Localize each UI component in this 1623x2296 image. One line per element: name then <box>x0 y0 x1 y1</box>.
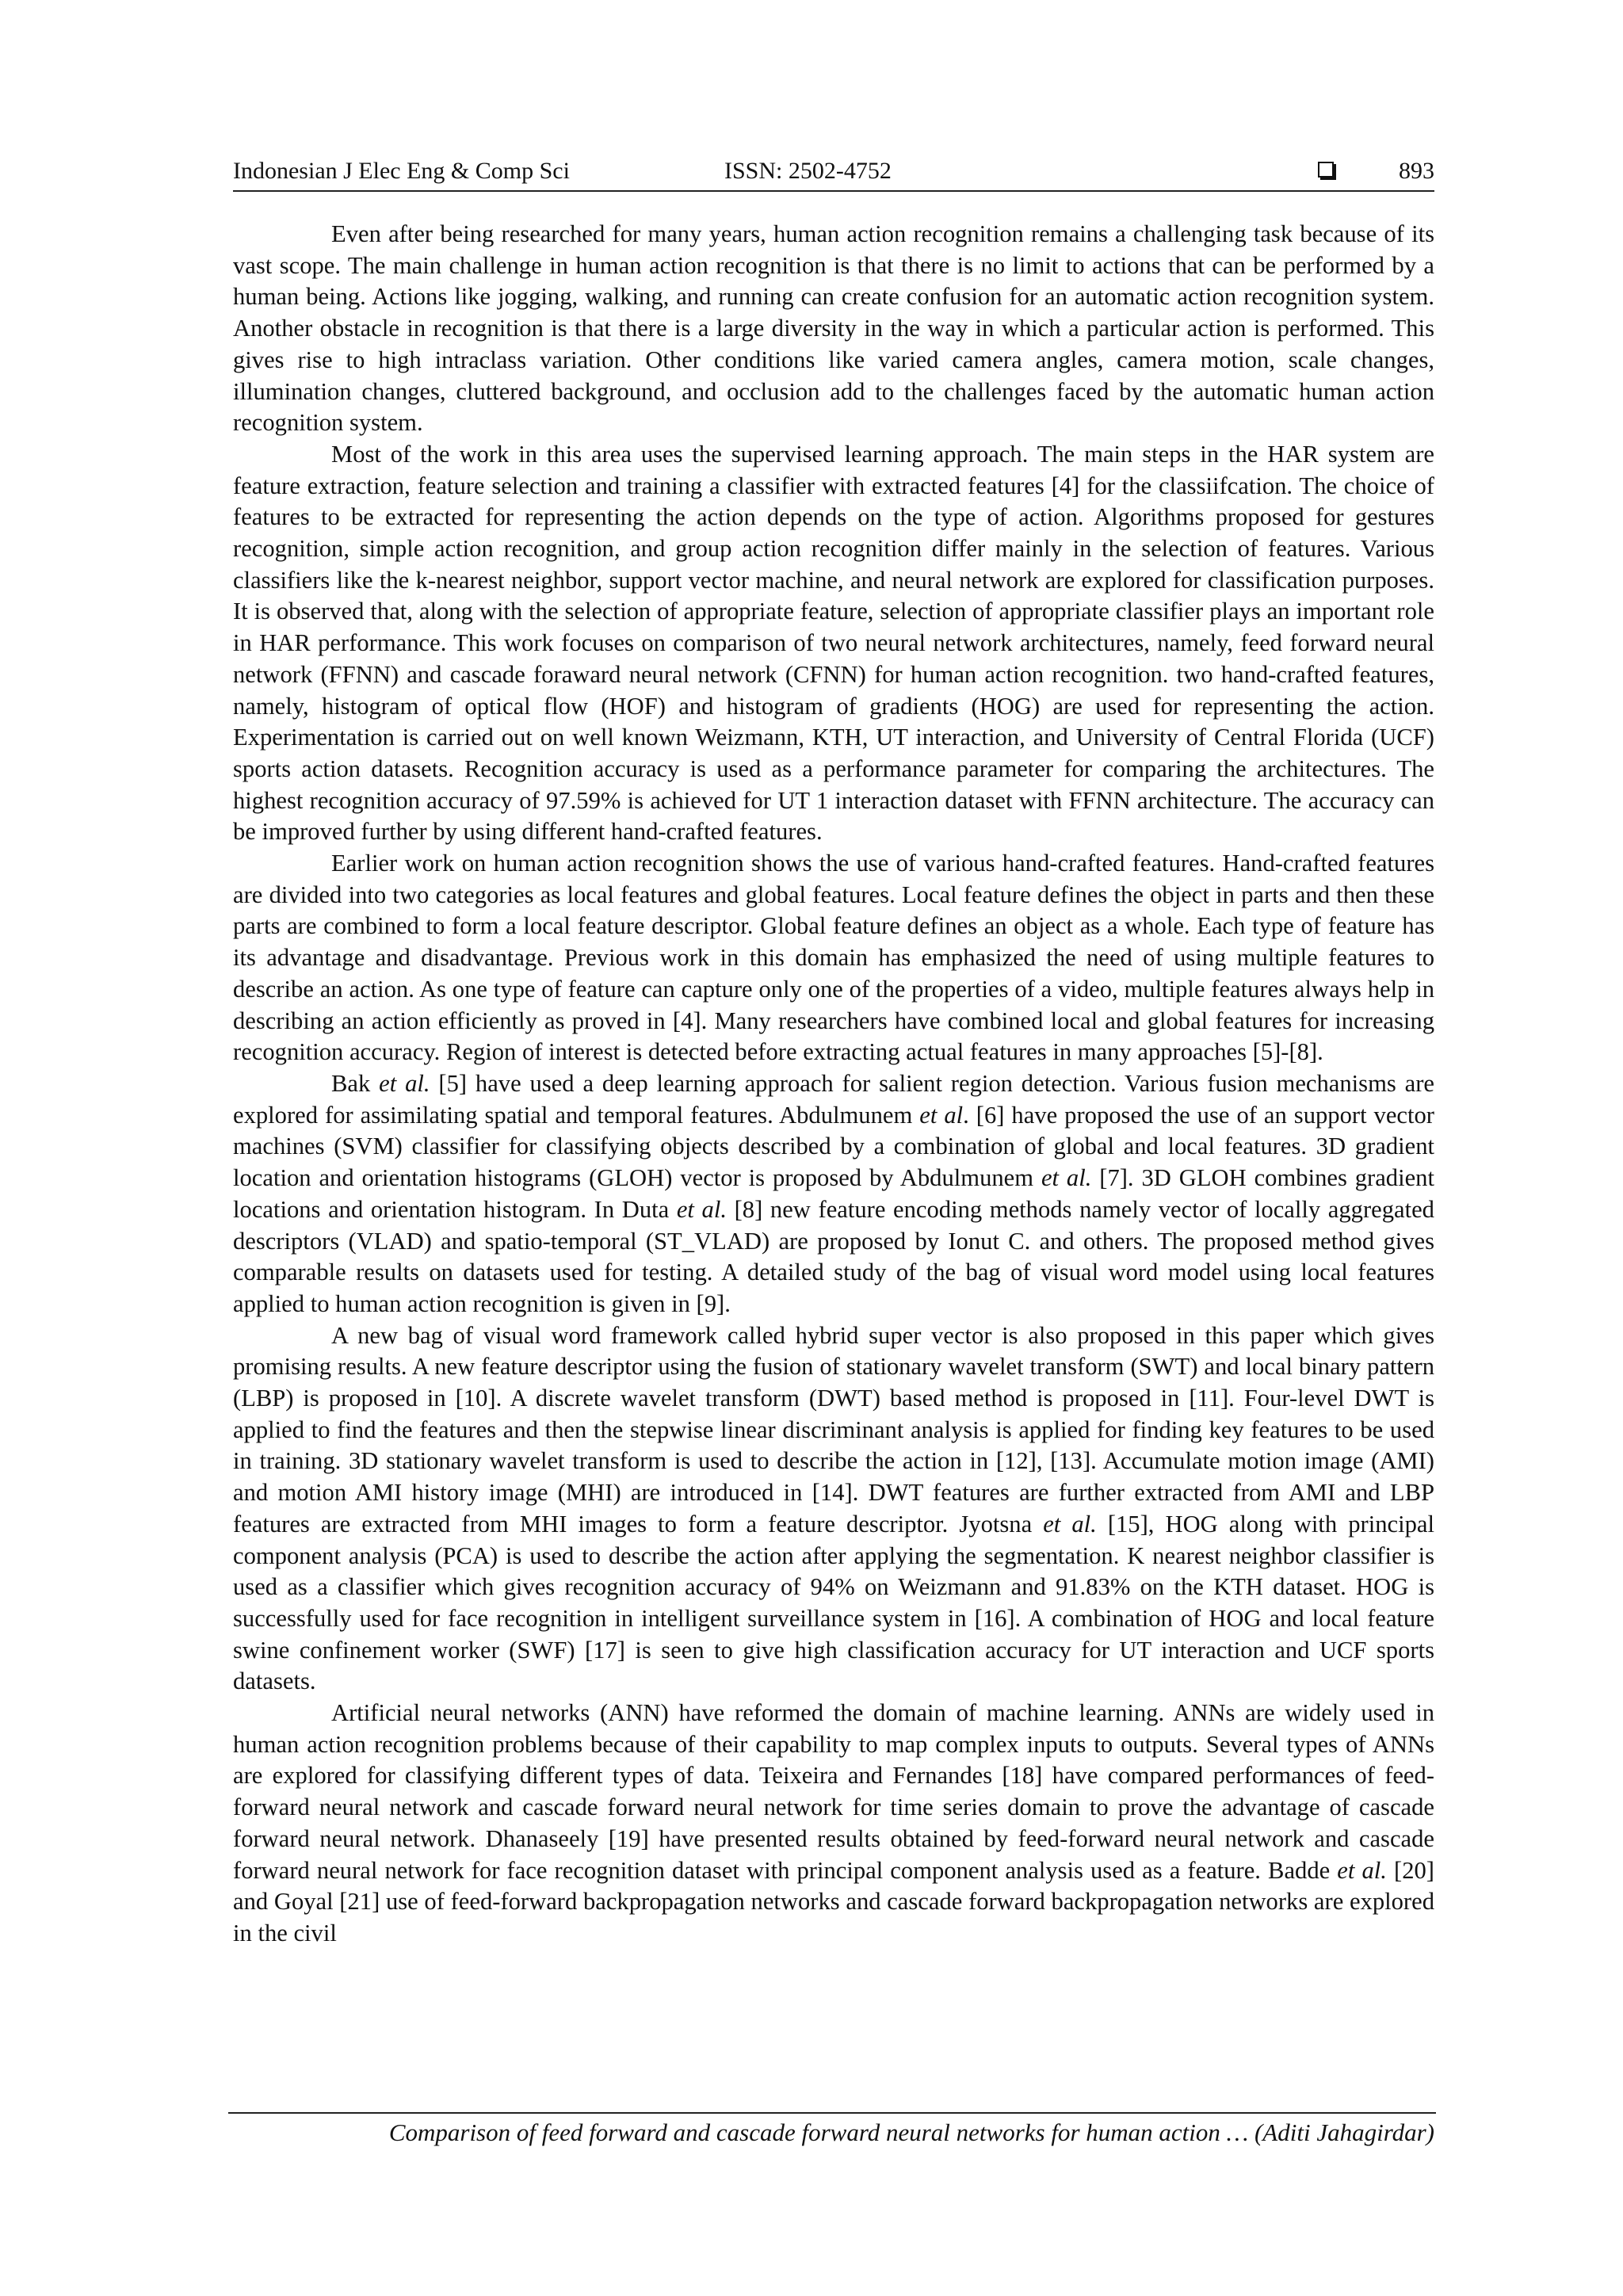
body-text <box>233 219 1434 1950</box>
text-run: . [6] have proposed the use of an support vector machines (SVM) classifier for classifying objects described by a combination of global and local features. 3D gradient location and orientation histograms (GLOH) vector is proposed by Abdulmunem <box>233 1101 1434 1192</box>
journal-name: Indonesian J Elec Eng & Comp Sci <box>233 158 570 184</box>
body-paragraph <box>233 219 1434 439</box>
body-paragraph <box>233 1320 1434 1698</box>
footer-divider <box>228 2112 1436 2114</box>
issn: ISSN: 2502-4752 <box>724 158 892 184</box>
body-paragraph <box>233 848 1434 1068</box>
text-run: Even after being researched for many years, human action recognition remains a challenging task because of its vast scope. The main challenge in human action recognition is that there is no limit to actions that can be performed by a human being. Actions like jogging, walking, and running can create confusion for an automatic action recognition system. Another obstacle in recognition is that there is a large diversity in the way in which a particular action is performed. This gives rise to high intraclass variation. Other conditions like varied camera angles, camera motion, scale changes, illumination changes, cluttered background, and occlusion add to the challenges faced by the automatic human action recognition system. <box>233 220 1434 437</box>
body-paragraph <box>233 1068 1434 1320</box>
text-run: [15], HOG along with principal component analysis (PCA) is used to describe the action after applying the segmentation. K nearest neighbor classifier is used as a classifier which gives recognition accuracy of 94% on Weizmann and 91.83% on the KTH dataset. HOG is successfully used for face recognition in intelligent surveillance system in [16]. A combination of HOG and local feature swine confinement worker (SWF) [17] is seen to give high classification accuracy for UT interaction and UCF sports datasets. <box>233 1510 1434 1695</box>
italic-run: et al. <box>379 1069 430 1097</box>
page-number: 893 <box>1399 158 1434 184</box>
body-paragraph <box>233 439 1434 848</box>
italic-run: et al. <box>1043 1510 1097 1538</box>
text-run: Bak <box>331 1069 380 1097</box>
square-bullet-icon <box>1318 162 1334 178</box>
italic-run: et al. <box>1041 1164 1092 1192</box>
text-run: [5] have used a deep learning approach for salient region detection. Various fusion mechanisms are explored for assimilating spatial and temporal features. Abdulmunem <box>233 1069 1434 1129</box>
running-footer: Comparison of feed forward and cascade forward neural networks for human action … (Aditi Jahagirdar) <box>388 2118 1434 2146</box>
text-run: [8] new feature encoding methods namely vector of locally aggregated descriptors (VLAD) and spatio-temporal (ST_VLAD) are proposed by Ionut C. and others. The proposed method gives comparable results on datasets used for testing. A detailed study of the bag of visual word model using local features applied to human action recognition is given in [9]. <box>233 1195 1434 1317</box>
header-divider <box>233 190 1434 192</box>
italic-run: et al <box>919 1101 964 1129</box>
text-run: Most of the work in this area uses the supervised learning approach. The main steps in the HAR system are feature extraction, feature selection and training a classifier with extracted features [4] for the classiifcation. The choice of features to be extracted for representing the action depends on the type of action. Algorithms proposed for gestures recognition, simple action recognition, and group action recognition differ mainly in the selection of features. Various classifiers like the k-nearest neighbor, support vector machine, and neural network are explored for classification purposes. It is observed that, along with the selection of appropriate feature, selection of appropriate classifier plays an important role in HAR performance. This work focuses on comparison of two neural network architectures, namely, feed forward neural network (FFNN) and cascade foraward neural network (CFNN) for human action recognition. two hand-crafted features, namely, histogram of optical flow (HOF) and histogram of gradients (HOG) are used for representing the action. Experimentation is carried out on well known Weizmann, KTH, UT interaction, and University of Central Florida (UCF) sports action datasets. Recognition accuracy is used as a performance parameter for comparing the architectures. The highest recognition accuracy of 97.59% is achieved for UT 1 interaction dataset with FFNN architecture. The accuracy can be improved further by using different hand-crafted features. <box>233 440 1434 846</box>
text-run: [20] and Goyal [21] use of feed-forward backpropagation networks and cascade forward backpropagation networks are explored in the civil <box>233 1856 1434 1946</box>
body-paragraph <box>233 1698 1434 1950</box>
text-run: Artificial neural networks (ANN) have reformed the domain of machine learning. ANNs are widely used in human action recognition problems because of their capability to map complex inputs to outputs. Several types of ANNs are explored for classifying different types of data. Teixeira and Fernandes [18] have compared performances of feed-forward neural network and cascade forward neural network for time series domain to prove the advantage of cascade forward neural network. Dhanaseely [19] have presented results obtained by feed-forward neural network and cascade forward neural network for face recognition dataset with principal component analysis used as a feature. Badde <box>233 1699 1434 1884</box>
text-run: [7]. 3D GLOH combines gradient locations and orientation histogram. In Duta <box>233 1164 1434 1223</box>
text-run: A new bag of visual word framework called hybrid super vector is also proposed in this paper which gives promising results. A new feature descriptor using the fusion of stationary wavelet transform (SWT) and local binary pattern (LBP) is proposed in [10]. A discrete wavelet transform (DWT) based method is proposed in [11]. Four-level DWT is applied to find the features and then the stepwise linear discriminant analysis is applied for finding key features to be used in training. 3D stationary wavelet transform is used to describe the action in [12], [13]. Accumulate motion image (AMI) and motion AMI history image (MHI) are introduced in [14]. DWT features are further extracted from AMI and LBP features are extracted from MHI images to form a feature descriptor. Jyotsna <box>233 1321 1434 1538</box>
page-header <box>233 155 1434 187</box>
text-run: Earlier work on human action recognition shows the use of various hand-crafted features. Hand-crafted features are divided into two categories as local features and global features. Local feature defines the object in parts and then these parts are combined to form a local feature descriptor. Global feature defines an object as a whole. Each type of feature has its advantage and disadvantage. Previous work in this domain has emphasized the need of using multiple features to describe an action. As one type of feature can capture only one of the properties of a video, multiple features always help in describing an action efficiently as proved in [4]. Many researchers have combined local and global features for increasing recognition accuracy. Region of interest is detected before extracting actual features in many approaches [5]-[8]. <box>233 850 1434 1066</box>
italic-run: et al. <box>1337 1856 1387 1884</box>
italic-run: et al. <box>676 1195 727 1223</box>
